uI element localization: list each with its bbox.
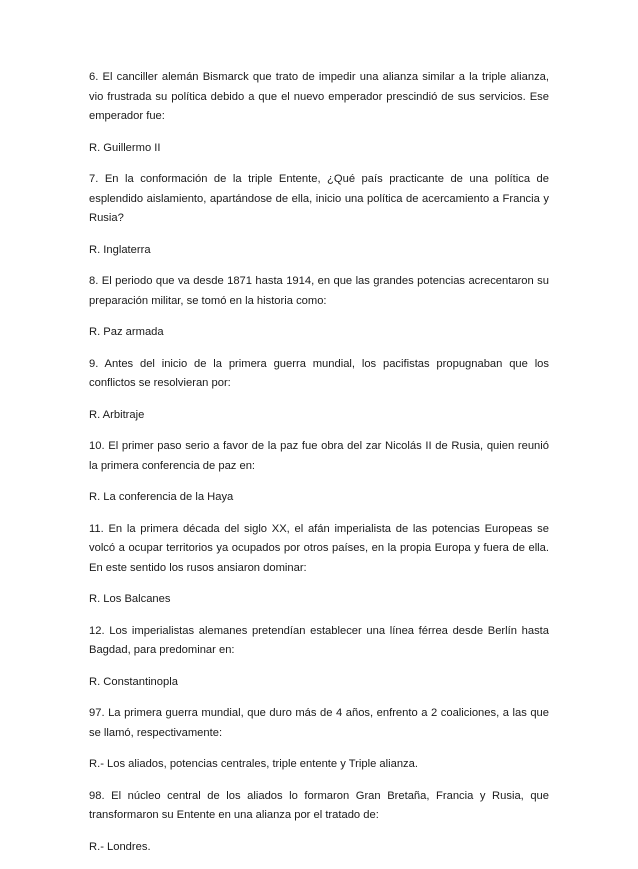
answer-7: R. Inglaterra [89,243,151,256]
answer-11: R. Los Balcanes [89,593,171,605]
document-page [89,68,549,869]
question-97: 97. La primera guerra mundial, que duro más de 4 años, enfrento a 2 coaliciones, a las que se llamó, respectivamente: [89,707,549,739]
question-11: 11. En la primera década del siglo XX, el afán imperialista de las potencias Europeas se volcó a ocupar territorios ya ocupados por otros países, en la propia Europa y fuera de ella. En este sentido los rusos ansiaron dominar: [89,522,549,574]
answer-10: R. La conferencia de la Haya [89,491,234,503]
question-7: 7. En la conformación de la triple Entente, ¿Qué país practicante de una política de esplendido aislamiento, apartándose de ella, inicio una política de acercamiento a Francia y Rusia? [89,173,549,224]
question-10: 10. El primer paso serio a favor de la paz fue obra del zar Nicolás II de Rusia, quien reunió la primera conferencia de paz en: [89,440,549,472]
question-9: 9. Antes del inicio de la primera guerra mundial, los pacifistas propugnaban que los conflictos se resolvieran por: [89,357,549,389]
question-98: 98. El núcleo central de los aliados lo formaron Gran Bretaña, Francia y Rusia, que transformaron su Entente en una alianza por el tratado de: [89,789,549,821]
question-12: 12. Los imperialistas alemanes pretendían establecer una línea férrea desde Berlín hasta Bagdad, para predominar en: [89,624,549,656]
answer-12: R. Constantinopla [89,675,178,688]
answer-98: R.- Londres. [89,840,151,853]
question-6: 6. El canciller alemán Bismarck que trato de impedir una alianza similar a la triple alianza, vio frustrada su política debido a que el nuevo emperador prescindió de sus servicios. Ese emperador fue: [89,71,549,122]
answer-97: R.- Los aliados, potencias centrales, triple entente y Triple alianza. [89,758,418,770]
answer-6: R. Guillermo II [89,141,161,154]
answer-9: R. Arbitraje [89,408,145,421]
question-8: 8. El periodo que va desde 1871 hasta 1914, en que las grandes potencias acrecentaron su preparación militar, se tomó en la historia como: [89,275,549,307]
answer-8: R. Paz armada [89,326,164,338]
